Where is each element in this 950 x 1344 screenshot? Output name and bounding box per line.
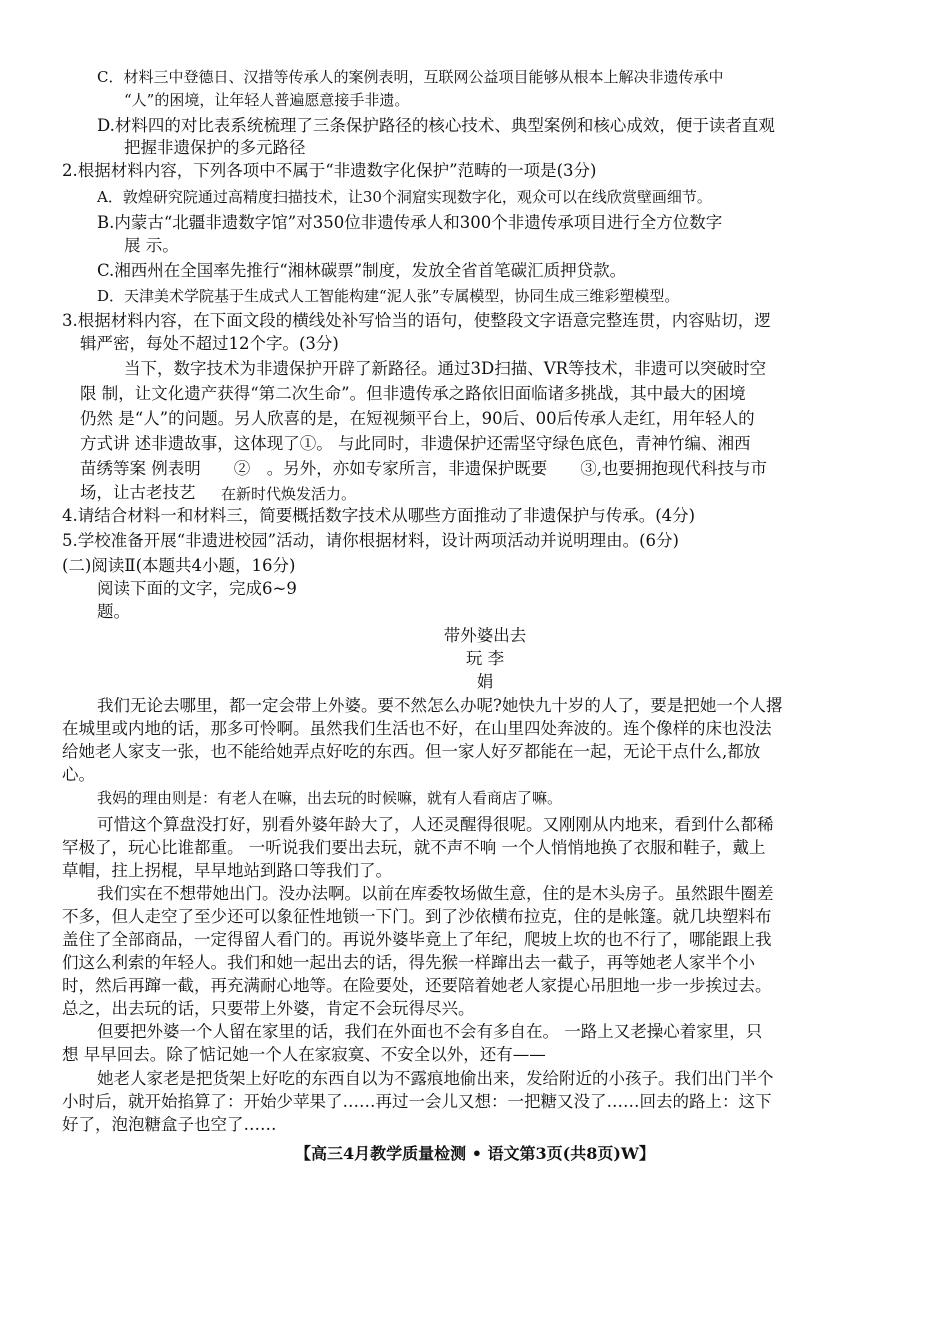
text-line: D．天津美术学院基于生成式人工智能构建“泥人张”专属模型，协同生成三维彩塑模型。 [97, 287, 680, 305]
text-line: C.湘西州在全国率先推行“湘林碳票”制度，发放全省首笔碳汇质押贷款。 [97, 261, 627, 280]
text-line: 带外婆出去 [443, 626, 527, 645]
text-line: 好了，泡泡糖盒子也空了…… [62, 1115, 277, 1134]
text-line: 3.根据材料内容，在下面文段的横线处补写恰当的语句，使整段文字语意完整连贯，内容贴切，逻 [62, 311, 771, 330]
text-line: 我妈的理由则是：有老人在嘛，出去玩的时候嘛，就有人看商店了嘛。 [97, 789, 563, 807]
text-line: 我们实在不想带她出门。没办法啊。以前在库委牧场做生意，住的是木头房子。虽然跟牛圈差 [97, 884, 774, 903]
text-line: 小时后，就开始掐算了：开始少苹果了……再过一会儿又想：一把糖又没了……回去的路上：这下 [62, 1092, 772, 1111]
page-footer: 【高三4月教学质量检测 • 语文第3页(共8页)W】 [295, 1144, 655, 1163]
text-line: 不多，但人走空了至少还可以象征性地锁一下门。到了沙依横布拉克，住的是帐篷。就几块塑料布 [62, 907, 772, 926]
text-line: 4.请结合材料一和材料三，简要概括数字技术从哪些方面推动了非遗保护与传承。(4分) [62, 506, 696, 525]
text-line: A．敦煌研究院通过高精度扫描技术，让30个洞窟实现数字化，观众可以在线欣赏壁画细节。 [97, 188, 712, 206]
text-line: 苗绣等案 例表明 ② 。另外，亦如专家所言，非遗保护既要 ③,也要拥抱现代科技与市 [80, 459, 767, 478]
text-line: “人”的困境，让年轻人普遍愿意接手非遗。 [124, 91, 410, 109]
text-line: 总之，出去玩的话，只要带上外婆，肯定不会玩得尽兴。 [62, 999, 475, 1018]
text-line: C．材料三中登德日、汉措等传承人的案例表明，互联网公益项目能够从根本上解决非遗传承中 [97, 68, 724, 86]
text-line: 辑严密，每处不超过12个字。(3分) [80, 334, 339, 353]
text-line: 玩 李 [465, 649, 505, 668]
text-line: 场，让古老技艺 [80, 483, 196, 502]
text-line: 我们无论去哪里，都一定会带上外婆。要不然怎么办呢?她快九十岁的人了，要是把她一个人撂 [97, 696, 783, 715]
text-line: D.材料四的对比表系统梳理了三条保护路径的核心技术、典型案例和核心成效，便于读者直观 [97, 116, 775, 135]
text-line: 当下，数字技术为非遗保护开辟了新路径。通过3D扫描、VR等技术，非遗可以突破时空 [124, 359, 767, 378]
text-line: 题。 [97, 602, 130, 621]
text-line: 2.根据材料内容，下列各项中不属于“非遗数字化保护”范畴的一项是(3分) [62, 161, 597, 180]
text-line: 限 制，让文化遗产获得“第二次生命”。但非遗传承之路依旧面临诸多挑战，其中最大的困境 [80, 384, 746, 403]
text-line: 5.学校准备开展“非遗进校园”活动，请你根据材料，设计两项活动并说明理由。(6分) [62, 531, 679, 550]
text-line: 心。 [62, 765, 95, 784]
text-line: 草帽，拄上拐棍，早早地站到路口等我们了。 [62, 861, 392, 880]
text-line: 但要把外婆一个人留在家里的话，我们在外面也不会有多自在。 一路上又老操心着家里，只 [97, 1022, 763, 1041]
text-line: 可惜这个算盘没打好，别看外婆年龄大了，人还灵醒得很呢。又刚刚从内地来，看到什么都稀 [97, 815, 774, 834]
text-line: 在城里或内地的话，那多可怜啊。虽然我们生活也不好，在山里四处奔波的。连个像样的床也没法 [62, 719, 772, 738]
text-line: 们这么利索的年轻人。我们和她一起出去的话，得先猴一样蹿出去一截子，再等她老人家半个小 [62, 953, 755, 972]
text-line: 时，然后再蹿一截，再充满耐心地等。在险要处，还要陪着她老人家提心吊胆地一步一步挨过去。 [62, 976, 772, 995]
text-line: 阅读下面的文字，完成6~9 [97, 579, 297, 598]
text-line: 给她老人家支一张，也不能给她弄点好吃的东西。但一家人好歹都能在一起，无论干点什么,都放 [62, 742, 761, 761]
text-line: 展 示。 [124, 236, 179, 255]
text-line: 想 早早回去。除了惦记她一个人在家寂寞、不安全以外，还有—— [62, 1045, 546, 1064]
text-line: (二)阅读Ⅱ(本题共4小题，16分) [62, 556, 296, 575]
text-line: 方式讲 述非遗故事，这体现了①。 与此同时，非遗保护还需坚守绿色底色，青神竹编、湘西 [80, 434, 751, 453]
text-line: 在新时代焕发活力。 [221, 485, 357, 503]
text-line: 娟 [476, 672, 494, 691]
text-line: 把握非遗保护的多元路径 [124, 138, 306, 157]
text-line: 她老人家老是把货架上好吃的东西自以为不露痕地偷出来，发给附近的小孩子。我们出门半个 [97, 1069, 774, 1088]
text-line: 罕极了，玩心比谁都重。 一听说我们要出去玩，就不声不响 一个人悄悄地换了衣服和鞋子，戴上 [62, 838, 766, 857]
text-line: B.内蒙古“北疆非遗数字馆”对350位非遗传承人和300个非遗传承项目进行全方位数字 [97, 213, 723, 232]
text-line: 仍然 是“人”的问题。另人欣喜的是，在短视频平台上，90后、00后传承人走红，用年轻人的 [80, 409, 755, 428]
text-line: 盖住了全部商品，一定得留人看门的。再说外婆毕竟上了年纪，爬坡上坎的也不行了，哪能跟上我 [62, 930, 772, 949]
